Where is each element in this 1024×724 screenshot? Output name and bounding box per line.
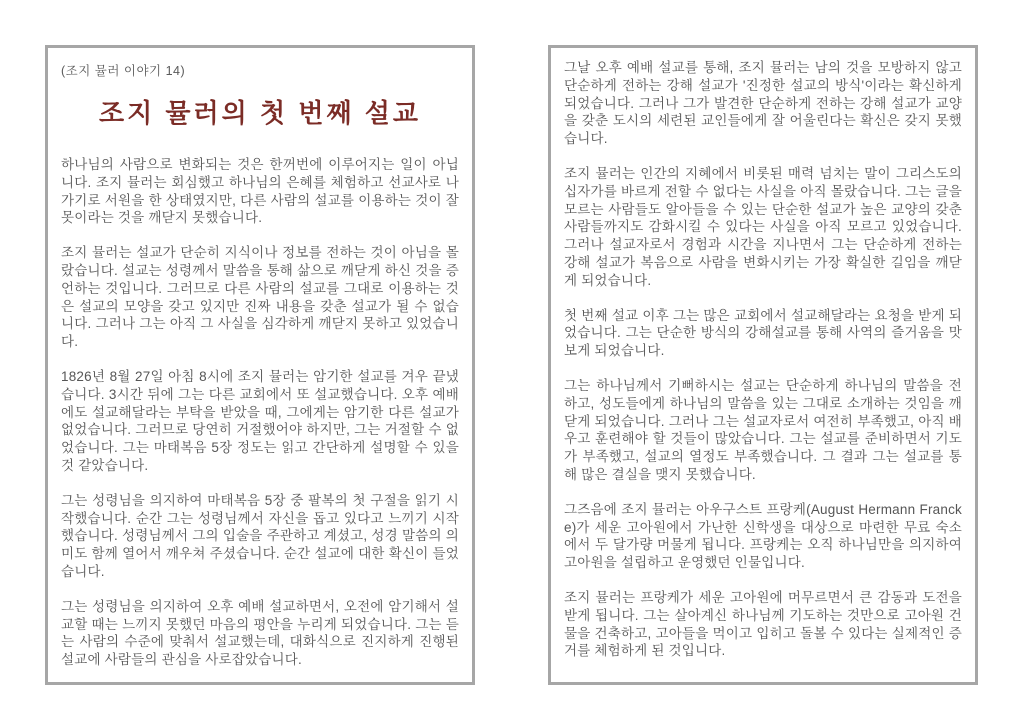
- paragraph: 그즈음에 조지 뮬러는 아우구스트 프랑케(August Hermann Francke)가 세운 고아원에서 가난한 신학생을 대상으로 마련한 무료 숙소에서 두 달가량 머물게 됩니다. 프랑케는 오직 하나님만을 의지하여 고아원을 설립하고 운영했던 인물입니다.: [564, 501, 962, 571]
- paragraph: 1826년 8월 27일 아침 8시에 조지 뮬러는 암기한 설교를 겨우 끝냈습니다. 3시간 뒤에 그는 다른 교회에서 또 설교했습니다. 오후 예배에도 설교해달라는 부탁을 받았을 때, 그에게는 암기한 다른 설교가 없었습니다. 그러므로 당연히 거절했어야 하지만, 그는 거절할 수 없었습니다. 그는 마태복음 5장 정도는 읽고 간단하게 설명할 수 있을 것 같았습니다.: [61, 368, 459, 473]
- paragraph: 조지 뮬러는 프랑케가 세운 고아원에 머무르면서 큰 감동과 도전을 받게 됩니다. 그는 살아계신 하나님께 기도하는 것만으로 고아원 건물을 건축하고, 고아들을 먹이고 입히고 돌볼 수 있다는 실제적인 증거를 체험하게 된 것입니다.: [564, 589, 962, 659]
- paragraph: 첫 번째 설교 이후 그는 많은 교회에서 설교해달라는 요청을 받게 되었습니다. 그는 단순한 방식의 강해설교를 통해 사역의 즐거움을 맛보게 되었습니다.: [564, 307, 962, 359]
- document-page-left: [45, 45, 475, 685]
- paragraph: 그날 오후 예배 설교를 통해, 조지 뮬러는 남의 것을 모방하지 않고 단순하게 전하는 강해 설교가 '진정한 설교의 방식'이라는 확신하게 되었습니다. 그러나 그가 발견한 단순하게 전하는 강해 설교가 교양을 갖춘 도시의 세련된 교인들에게 잘 어울린다는 확신은 갖지 못했습니다.: [564, 60, 962, 147]
- paragraph: 그는 성령님을 의지하여 오후 예배 설교하면서, 오전에 암기해서 설교할 때는 느끼지 못했던 마음의 평안을 누리게 되었습니다. 그는 듣는 사람의 수준에 맞춰서 설교했는데, 대화식으로 진지하게 진행된 설교에 사람들의 관심을 사로잡았습니다.: [61, 598, 459, 668]
- document-page-right: [548, 45, 978, 685]
- paragraph: 조지 뮬러는 인간의 지혜에서 비롯된 매력 넘치는 말이 그리스도의 십자가를 바르게 전할 수 없다는 사실을 아직 몰랐습니다. 그는 글을 모르는 사람들도 알아들을 수 있는 단순한 설교가 높은 교양의 갖춘 사람들까지도 감화시킬 수 있다는 사실을 아직 모르고 있었습니다. 그러나 설교자로서 경험과 시간을 지나면서 그는 단순하게 전하는 강해 설교가 복음으로 사람을 변화시키는 가장 확실한 길임을 깨닫게 되었습니다.: [564, 165, 962, 288]
- paragraph: 하나님의 사람으로 변화되는 것은 한꺼번에 이루어지는 일이 아닙니다. 조지 뮬러는 회심했고 하나님의 은혜를 체험하고 선교사로 나가기로 서원을 한 상태였지만, 다른 사람의 설교를 이용하는 것이 잘못이라는 것을 깨닫지 못했습니다.: [61, 157, 459, 226]
- paragraph: 그는 하나님께서 기뻐하시는 설교는 단순하게 하나님의 말씀을 전하고, 성도들에게 하나님의 말씀을 있는 그대로 소개하는 것임을 깨닫게 되었습니다. 그러나 그는 설교자로서 여전히 부족했고, 아직 배우고 훈련해야 할 것들이 많았습니다. 그는 설교를 준비하면서 기도가 부족했고, 설교의 열정도 부족했습니다. 그 결과 그는 설교를 통해 많은 결실을 맺지 못했습니다.: [564, 377, 962, 482]
- page-title: 조지 뮬러의 첫 번째 설교: [98, 98, 422, 128]
- series-label: (조지 뮬러 이야기 14): [61, 64, 186, 78]
- paragraph: 그는 성령님을 의지하여 마태복음 5장 중 팔복의 첫 구절을 읽기 시작했습니다. 순간 그는 성령님께서 자신을 돕고 있다고 느끼기 시작했습니다. 성령님께서 그의 입술을 주관하고 계셨고, 성경 말씀의 의미도 함께 열어서 깨우쳐 주셨습니다. 순간 설교에 대한 확신이 들었습니다.: [61, 492, 459, 579]
- paragraph: 조지 뮬러는 설교가 단순히 지식이나 정보를 전하는 것이 아님을 몰랐습니다. 설교는 성령께서 말씀을 통해 삶으로 깨닫게 하신 것을 증언하는 것입니다. 그러므로 다른 사람의 설교를 그대로 이용하는 것은 설교의 모양을 갖고 있지만 진짜 내용을 갖춘 설교가 될 수 없습니다. 그러나 그는 아직 그 사실을 심각하게 깨닫지 못하고 있었습니다.: [61, 245, 459, 350]
